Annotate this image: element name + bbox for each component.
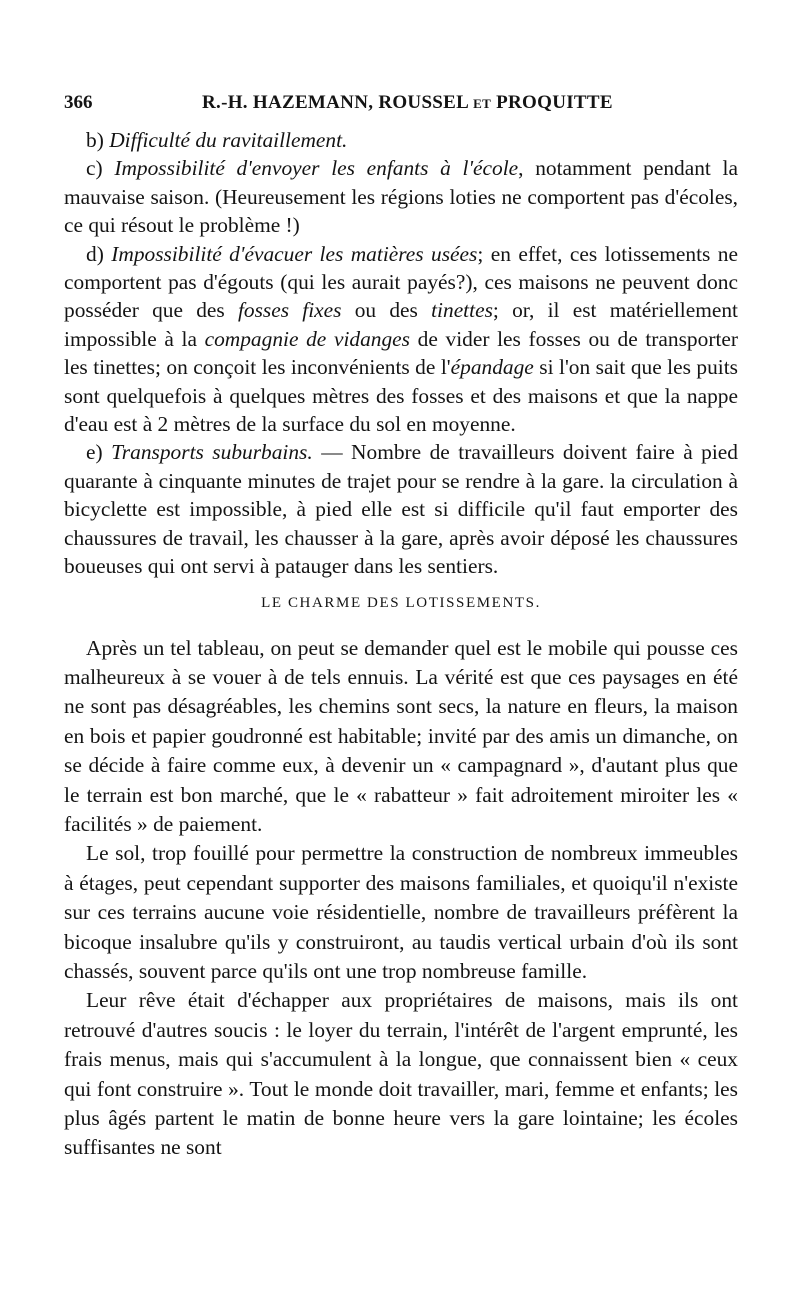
list-text-d-1: ; en effet, ces lotissements ne comportent pas d'égouts (qui les aurait payés?), ces maisons ne peuvent donc posséder que des — [64, 241, 738, 323]
list-item-b — [64, 126, 738, 154]
list-marker-d: d) — [86, 241, 104, 266]
body-paragraph-2: Le sol, trop fouillé pour permettre la construction de nombreux immeubles à étages, peut cependant supporter des maisons familiales, et quoiqu'il n'existe sur ces terrains aucune voie résidentielle, nombre de travailleurs préfèrent la bicoque insalubre qu'ils y construiront, au taudis vertical urbain d'où ils sont chassés, souvent parce qu'ils ont une trop nombreuse famille. — [64, 841, 738, 983]
body-paragraph-1: Après un tel tableau, on peut se demander quel est le mobile qui pousse ces malheureux à se vouer à de tels ennuis. La vérité est que ces paysages en été ne sont pas désagréables, les chemins sont secs, la nature en fleurs, la maison en bois et papier goudronné est habitable; invité par des amis un dimanche, on se décide à faire comme eux, à devenir un « campagnard », d'autant plus que le terrain est bon marché, que le « rabatteur » fait adroitement miroiter les « facilités » de paiement. — [64, 635, 738, 836]
running-title: R.-H. HAZEMANN, ROUSSEL et PROQUITTE — [202, 92, 613, 113]
term-tinettes: tinettes — [431, 298, 493, 323]
list-text-d-3: ; or, il est matériellement impossible à la — [64, 298, 739, 351]
term-epandage: épandage — [450, 355, 534, 380]
list-text-d-2: ou des — [341, 298, 432, 323]
list-text-c: , notamment pendant la mauvaise saison. (Heureusement les régions loties ne comportent pas d'écoles, ce qui résout le problème !) — [64, 156, 738, 238]
term-compagnie: compagnie de vidanges — [204, 326, 410, 351]
list-title-c: Impossibilité d'envoyer les enfants à l'école — [114, 156, 519, 181]
term-fosses-fixes: fosses fixes — [237, 298, 342, 323]
list-marker-e: e) — [86, 440, 103, 465]
list-item-d — [64, 240, 738, 439]
list-marker-c: c) — [86, 156, 103, 181]
list-text-d-4: de vider les fosses ou de transporter les tinettes; on conçoit les inconvénients de l' — [64, 326, 739, 380]
list-text-e: — Nombre de travailleurs doivent faire à pied quarante à cinquante minutes de trajet pour se rendre à la gare. la circulation à bicyclette est impossible, à pied elle est si difficile qu'il faut emporter des chaussures de travail, les chausser à la gare, après avoir déposé les chaussures boueuses qui ont servi à patauger dans les sentiers. — [64, 440, 738, 579]
running-head — [64, 92, 738, 126]
list-text-d-5: si l'on sait que les puits sont quelquefois à quelques mètres des fosses et des maisons et que la nappe d'eau est à 2 mètres de la surface du sol en moyenne. — [64, 355, 738, 437]
list-marker-b: b) — [86, 128, 104, 152]
list-item-e — [64, 438, 738, 580]
list-item-c — [64, 154, 738, 239]
list-title-d: Impossibilité d'évacuer les matières usées — [111, 241, 478, 266]
list-title-e: Transports suburbains. — [111, 440, 313, 465]
section-heading: LE CHARME DES LOTISSEMENTS. — [261, 594, 541, 611]
body-paragraph-3: Leur rêve était d'échapper aux propriétaires de maisons, mais ils ont retrouvé d'autres soucis : le loyer du terrain, l'intérêt de l'argent emprunté, les frais menus, mais qui s'accumulent à la longue, que connaissent bien « ceux qui font construire ». Tout le monde doit travailler, mari, femme et enfants; les plus âgés partent le matin de bonne heure vers la gare lointaine; les écoles suffisantes ne sont — [64, 988, 738, 1160]
book-page — [64, 92, 738, 1163]
page-number: 366 — [64, 92, 93, 113]
list-title-b: Difficulté du ravitaillement. — [109, 128, 348, 152]
